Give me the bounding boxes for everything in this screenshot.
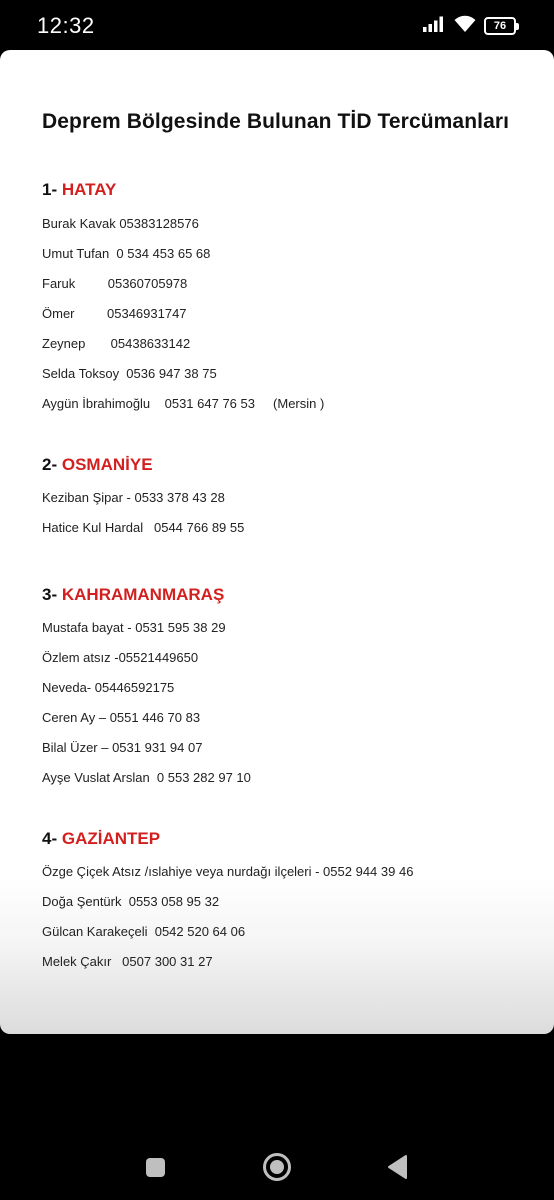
section-heading [42,178,532,202]
contact-list [42,483,532,543]
contact-entry: Hatice Kul Hardal 0544 766 89 55 [42,520,245,535]
section-kahramanmaras [42,583,532,793]
section-osmaniye [42,453,532,543]
contact-entry: Zeynep 05438633142 [42,336,191,351]
contact-entry: Selda Toksoy 0536 947 38 75 [42,366,217,381]
contact-entry: Mustafa bayat - 0531 595 38 29 [42,620,226,635]
section-city: KAHRAMANMARAŞ [61,585,225,604]
document-card [0,50,554,1034]
section-number: 4- [42,829,58,848]
section-city: HATAY [61,180,117,199]
section-number: 1- [42,180,58,199]
back-triangle-icon[interactable] [386,1154,410,1180]
section-city: OSMANİYE [61,455,153,474]
section-heading [42,827,532,851]
battery-level: 76 [493,20,507,32]
section-heading [42,453,532,477]
contact-entry: Özlem atsız -05521449650 [42,650,199,665]
contact-entry: Gülcan Karakeçeli 0542 520 64 06 [42,924,246,939]
contact-entry: Aygün İbrahimoğlu 0531 647 76 53 (Mersin ) [42,396,325,411]
contact-entry: Ayşe Vuslat Arslan 0 553 282 97 10 [42,770,251,785]
contact-entry: Keziban Şipar - 0533 378 43 28 [42,490,225,505]
section-gaziantep [42,827,532,977]
section-hatay [42,178,532,419]
contact-entry: Özge Çiçek Atsız /ıslahiye veya nurdağı ilçeleri - 0552 944 39 46 [42,864,414,879]
section-number: 3- [42,585,58,604]
contact-entry: Burak Kavak 05383128576 [42,216,199,231]
contact-list [42,613,532,793]
contact-entry: Ömer 05346931747 [42,306,187,321]
section-heading [42,583,532,607]
contact-entry: Faruk 05360705978 [42,276,188,291]
contact-entry: Umut Tufan 0 534 453 65 68 [42,246,211,261]
battery-icon [484,17,516,35]
signal-icon [422,15,446,38]
status-icons [422,14,516,38]
contact-entry: Doğa Şentürk 0553 058 95 32 [42,894,220,909]
contact-entry: Bilal Üzer – 0531 931 94 07 [42,740,203,755]
document-title: Deprem Bölgesinde Bulunan TİD Tercümanları [42,110,510,133]
recents-square-icon[interactable] [146,1158,165,1177]
wifi-icon [453,14,477,38]
home-circle-icon[interactable] [262,1152,292,1182]
contact-list [42,209,532,419]
contact-list [42,857,532,977]
status-bar [0,0,554,50]
status-time: 12:32 [37,13,95,38]
contact-entry: Ceren Ay – 0551 446 70 83 [42,710,201,725]
navigation-bar [0,1130,554,1200]
section-number: 2- [42,455,58,474]
section-city: GAZİANTEP [61,829,161,848]
contact-entry: Neveda- 05446592175 [42,680,175,695]
contact-entry: Melek Çakır 0507 300 31 27 [42,954,213,969]
